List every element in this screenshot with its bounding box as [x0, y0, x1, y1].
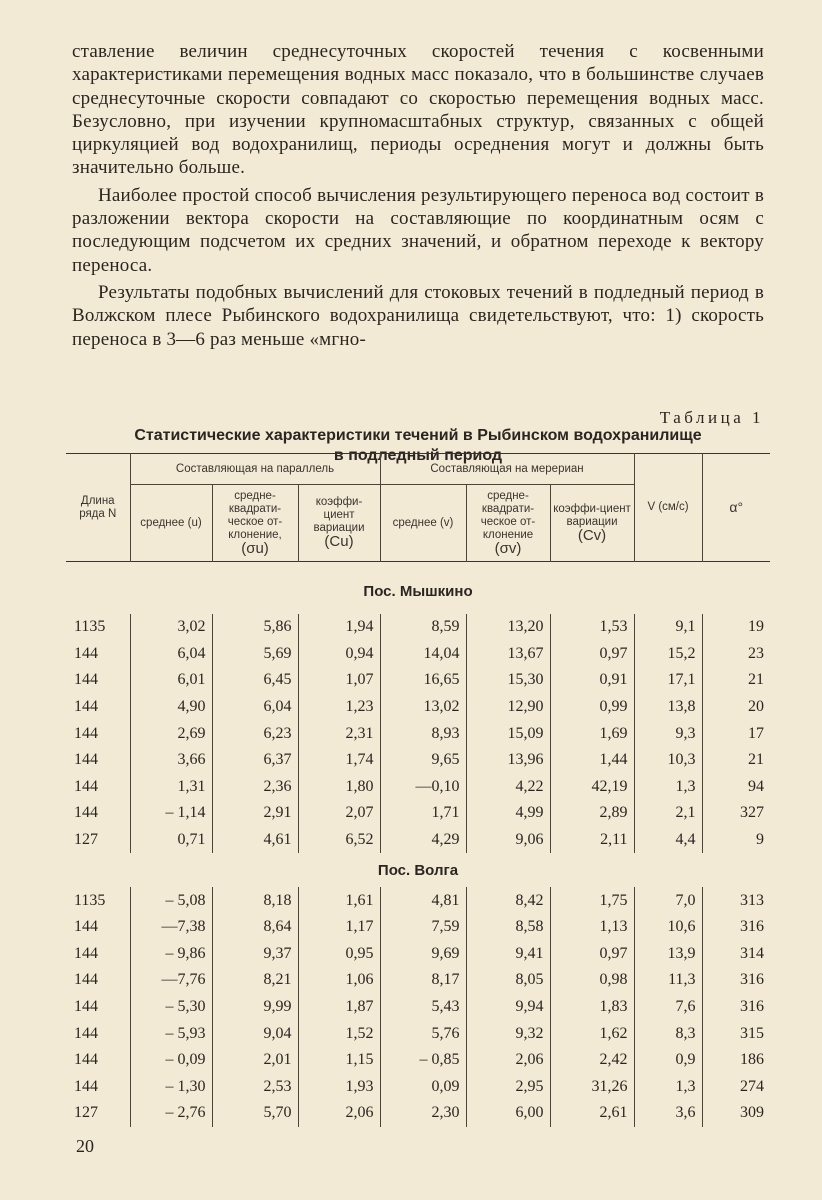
- table-cell: 6,37: [212, 747, 298, 774]
- table-cell: 1,71: [380, 800, 466, 827]
- table-cell: 0,98: [550, 967, 634, 994]
- table-cell: 144: [74, 751, 98, 769]
- table-cell: 9,69: [380, 941, 466, 968]
- table-cell: 23: [702, 641, 770, 668]
- table-cell: 2,11: [550, 827, 634, 854]
- table-cell: 1,31: [130, 774, 212, 801]
- header-sd-u: [212, 485, 298, 562]
- table-cell: 144: [74, 1024, 98, 1042]
- table-cell: 0,9: [634, 1047, 702, 1074]
- table-cell: 144: [74, 998, 98, 1016]
- table-cell: 9: [702, 827, 770, 854]
- table-cell: 316: [702, 914, 770, 941]
- header-cv-v-symbol: (Cv): [577, 526, 607, 544]
- table-cell: 8,42: [466, 887, 550, 914]
- header-sd-v: [466, 485, 550, 562]
- table-cell: 0,91: [550, 667, 634, 694]
- table-cell: 15,30: [466, 667, 550, 694]
- table-cell: 7,59: [380, 914, 466, 941]
- table-cell: 314: [702, 941, 770, 968]
- table-cell: 6,04: [212, 694, 298, 721]
- table-cell: 6,52: [298, 827, 380, 854]
- table-title-line2: в подледный период: [333, 447, 503, 464]
- header-cv-v: [550, 485, 634, 562]
- table-cell: 8,93: [380, 720, 466, 747]
- table-cell: 3,02: [130, 614, 212, 641]
- table-cell: 2,31: [298, 720, 380, 747]
- header-parallel: Составляющая на параллель: [130, 454, 380, 485]
- table-cell: 127: [74, 831, 98, 849]
- table-cell: – 5,30: [130, 994, 212, 1021]
- table-cell: 1,07: [298, 667, 380, 694]
- table-cell: 1,61: [298, 887, 380, 914]
- table-cell: 2,42: [550, 1047, 634, 1074]
- table-cell: 3,66: [130, 747, 212, 774]
- table-cell: 2,06: [298, 1100, 380, 1127]
- table-cell: – 0,09: [130, 1047, 212, 1074]
- table-cell: 10,3: [634, 747, 702, 774]
- header-v: V (см/с): [634, 454, 702, 562]
- table-cell: 12,90: [466, 694, 550, 721]
- table-cell: 9,99: [212, 994, 298, 1021]
- table-row: [66, 994, 770, 1021]
- header-cv-u: [298, 485, 380, 562]
- header-length: Длина ряда N: [79, 494, 117, 520]
- table-cell: 13,96: [466, 747, 550, 774]
- statistics-table: [66, 453, 770, 1127]
- table-cell: 14,04: [380, 641, 466, 668]
- paragraph-3: Результаты подобных вычислений для стоковых течений в подледный период в Волжском плесе Рыбинского водохранилища свидетельствуют, что: 1) скорость переноса в 3—6 раз меньше «мгно-: [72, 281, 764, 350]
- table-cell: 144: [74, 1077, 98, 1095]
- header-sd-v-symbol: (σv): [494, 539, 522, 557]
- table-cell: 3,6: [634, 1100, 702, 1127]
- table-row: [66, 667, 770, 694]
- table-cell: 2,06: [466, 1047, 550, 1074]
- table-cell: 7,0: [634, 887, 702, 914]
- section-title: Пос. Волга: [377, 861, 459, 879]
- table-cell: 0,97: [550, 941, 634, 968]
- table-cell: 4,4: [634, 827, 702, 854]
- table-cell: 5,86: [212, 614, 298, 641]
- table-cell: 1,62: [550, 1020, 634, 1047]
- table-row: [66, 694, 770, 721]
- table-cell: 13,02: [380, 694, 466, 721]
- table-cell: 6,01: [130, 667, 212, 694]
- table-cell: 9,1: [634, 614, 702, 641]
- header-sd-u-text: средне-квадрати-ческое от-клонение,: [227, 489, 283, 541]
- table-cell: 9,3: [634, 720, 702, 747]
- table-cell: 2,07: [298, 800, 380, 827]
- table-cell: 9,65: [380, 747, 466, 774]
- table-cell: 21: [702, 747, 770, 774]
- table-cell: 8,64: [212, 914, 298, 941]
- table-cell: 9,94: [466, 994, 550, 1021]
- table-cell: 1,94: [298, 614, 380, 641]
- table-cell: – 1,14: [130, 800, 212, 827]
- table-cell: – 0,85: [380, 1047, 466, 1074]
- table-cell: —0,10: [380, 774, 466, 801]
- table-cell: – 1,30: [130, 1074, 212, 1101]
- header-cv-v-text: коэффи-циент вариации: [553, 502, 631, 528]
- table-cell: 2,91: [212, 800, 298, 827]
- table-cell: 2,95: [466, 1074, 550, 1101]
- table-cell: 8,58: [466, 914, 550, 941]
- table-cell: 144: [74, 724, 98, 742]
- table-row: [66, 967, 770, 994]
- table-cell: 1,13: [550, 914, 634, 941]
- table-cell: 8,21: [212, 967, 298, 994]
- table-row: [66, 887, 770, 914]
- table-cell: 5,76: [380, 1020, 466, 1047]
- table-cell: 6,23: [212, 720, 298, 747]
- table-cell: —7,76: [130, 967, 212, 994]
- table-cell: 1,44: [550, 747, 634, 774]
- table-row: [66, 800, 770, 827]
- table-cell: 8,3: [634, 1020, 702, 1047]
- table-cell: 5,69: [212, 641, 298, 668]
- body-text: [72, 40, 764, 351]
- table-cell: 4,22: [466, 774, 550, 801]
- table-cell: 15,2: [634, 641, 702, 668]
- table-cell: 0,94: [298, 641, 380, 668]
- table-cell: 5,70: [212, 1100, 298, 1127]
- table-cell: 1,69: [550, 720, 634, 747]
- table-cell: 0,99: [550, 694, 634, 721]
- table-cell: 6,04: [130, 641, 212, 668]
- table-cell: 0,97: [550, 641, 634, 668]
- header-sd-u-symbol: (σu): [241, 539, 269, 557]
- table-cell: 16,65: [380, 667, 466, 694]
- table-cell: 20: [702, 694, 770, 721]
- table-cell: 2,61: [550, 1100, 634, 1127]
- header-alpha: α°: [702, 454, 770, 562]
- table-cell: 144: [74, 918, 98, 936]
- table-row: [66, 1047, 770, 1074]
- table-cell: 8,18: [212, 887, 298, 914]
- table-cell: 11,3: [634, 967, 702, 994]
- table-cell: 2,89: [550, 800, 634, 827]
- table-cell: 1,3: [634, 1074, 702, 1101]
- table-cell: 5,43: [380, 994, 466, 1021]
- table-cell: 144: [74, 644, 98, 662]
- table-cell: 2,30: [380, 1100, 466, 1127]
- table-cell: 144: [74, 671, 98, 689]
- header-meridian: Составляющая на мерериан: [380, 454, 634, 485]
- table-row: [66, 1100, 770, 1127]
- table-cell: 8,05: [466, 967, 550, 994]
- table-cell: 4,61: [212, 827, 298, 854]
- table-cell: 144: [74, 804, 98, 822]
- table-cell: 1,53: [550, 614, 634, 641]
- table-cell: 1,87: [298, 994, 380, 1021]
- table-cell: 127: [74, 1104, 98, 1122]
- table-cell: 1,83: [550, 994, 634, 1021]
- table-cell: 4,90: [130, 694, 212, 721]
- table-cell: – 2,76: [130, 1100, 212, 1127]
- table-row: [66, 641, 770, 668]
- table-cell: 2,53: [212, 1074, 298, 1101]
- table-cell: 94: [702, 774, 770, 801]
- table-cell: 316: [702, 994, 770, 1021]
- page-number: 20: [76, 1136, 94, 1156]
- table-cell: 21: [702, 667, 770, 694]
- table-cell: 9,04: [212, 1020, 298, 1047]
- table-cell: 1,3: [634, 774, 702, 801]
- table-cell: 9,06: [466, 827, 550, 854]
- table-cell: 17: [702, 720, 770, 747]
- table-cell: 13,67: [466, 641, 550, 668]
- table-body: [66, 562, 770, 1127]
- header-cv-u-symbol: (Cu): [324, 533, 354, 550]
- table-row: [66, 774, 770, 801]
- table-cell: 1,52: [298, 1020, 380, 1047]
- table-cell: 17,1: [634, 667, 702, 694]
- table-cell: 8,17: [380, 967, 466, 994]
- paragraph-2: Наиболее простой способ вычисления результирующего переноса вод состоит в разложении вектора скорости на составляющие по координатным осям с последующим подсчетом их средних значений, и обратном переходе к вектору переноса.: [72, 184, 764, 276]
- table-row: [66, 614, 770, 641]
- table-cell: 1,17: [298, 914, 380, 941]
- table-cell: 0,71: [130, 827, 212, 854]
- table-cell: 1,93: [298, 1074, 380, 1101]
- table-cell: 144: [74, 698, 98, 716]
- table-cell: 4,81: [380, 887, 466, 914]
- table-cell: – 5,93: [130, 1020, 212, 1047]
- table-cell: 13,20: [466, 614, 550, 641]
- table-cell: 9,41: [466, 941, 550, 968]
- table-row: [66, 1074, 770, 1101]
- table-cell: 315: [702, 1020, 770, 1047]
- table-cell: 6,00: [466, 1100, 550, 1127]
- paragraph-1: ставление величин среднесуточных скоростей течения с косвенными характеристиками перемещения водных масс показало, что в большинстве случаев среднесуточные скорости совпадают со скоростью перемещения водных масс. Безусловно, при изучении крупномасштабных структур, связанных с общей циркуляцией вод водохранилищ, периоды осреднения могут и должны быть значительно больше.: [72, 41, 764, 179]
- table-cell: 42,19: [550, 774, 634, 801]
- header-mean-u: среднее (u): [130, 485, 212, 562]
- table-cell: 10,6: [634, 914, 702, 941]
- table-cell: 1,15: [298, 1047, 380, 1074]
- table-cell: 0,09: [380, 1074, 466, 1101]
- table-cell: 2,36: [212, 774, 298, 801]
- table-cell: – 5,08: [130, 887, 212, 914]
- table-cell: 2,1: [634, 800, 702, 827]
- table-title-line1: Статистические характеристики течений в Рыбинском водохранилище: [134, 427, 702, 444]
- table-row: [66, 941, 770, 968]
- table-cell: 313: [702, 887, 770, 914]
- table-cell: 4,99: [466, 800, 550, 827]
- header-mean-v: среднее (v): [380, 485, 466, 562]
- table-cell: 309: [702, 1100, 770, 1127]
- table-cell: 2,69: [130, 720, 212, 747]
- table-cell: 4,29: [380, 827, 466, 854]
- table-label: Таблица 1: [659, 408, 764, 427]
- table-cell: 144: [74, 944, 98, 962]
- table-row: [66, 747, 770, 774]
- table-cell: 13,9: [634, 941, 702, 968]
- table-cell: 1,80: [298, 774, 380, 801]
- table-section-header: [66, 562, 770, 615]
- table-row: [66, 720, 770, 747]
- header-sd-v-text: средне-квадрати-ческое от-клонение: [480, 489, 536, 541]
- table-cell: 8,59: [380, 614, 466, 641]
- table-cell: 31,26: [550, 1074, 634, 1101]
- table-cell: 2,01: [212, 1047, 298, 1074]
- table-cell: 13,8: [634, 694, 702, 721]
- table-cell: 9,37: [212, 941, 298, 968]
- table-cell: 1135: [74, 618, 106, 636]
- table-cell: 1135: [74, 891, 106, 909]
- table-cell: 9,32: [466, 1020, 550, 1047]
- table-cell: 274: [702, 1074, 770, 1101]
- table-cell: —7,38: [130, 914, 212, 941]
- table-cell: 144: [74, 971, 98, 989]
- table-cell: 1,74: [298, 747, 380, 774]
- table-row: [66, 827, 770, 854]
- table-cell: 7,6: [634, 994, 702, 1021]
- table-cell: 144: [74, 1051, 98, 1069]
- table-section-header: [66, 853, 770, 887]
- table-cell: 6,45: [212, 667, 298, 694]
- table-cell: 1,75: [550, 887, 634, 914]
- table-cell: – 9,86: [130, 941, 212, 968]
- table-cell: 316: [702, 967, 770, 994]
- table-cell: 19: [702, 614, 770, 641]
- table-cell: 0,95: [298, 941, 380, 968]
- table-row: [66, 914, 770, 941]
- section-title: Пос. Мышкино: [363, 582, 473, 600]
- table-cell: 327: [702, 800, 770, 827]
- table-cell: 186: [702, 1047, 770, 1074]
- table-cell: 1,23: [298, 694, 380, 721]
- table-cell: 144: [74, 777, 98, 795]
- header-cv-u-text: коэффи-циент вариации: [313, 496, 365, 534]
- table-header: [66, 454, 770, 562]
- table-cell: 1,06: [298, 967, 380, 994]
- table-row: [66, 1020, 770, 1047]
- table-cell: 15,09: [466, 720, 550, 747]
